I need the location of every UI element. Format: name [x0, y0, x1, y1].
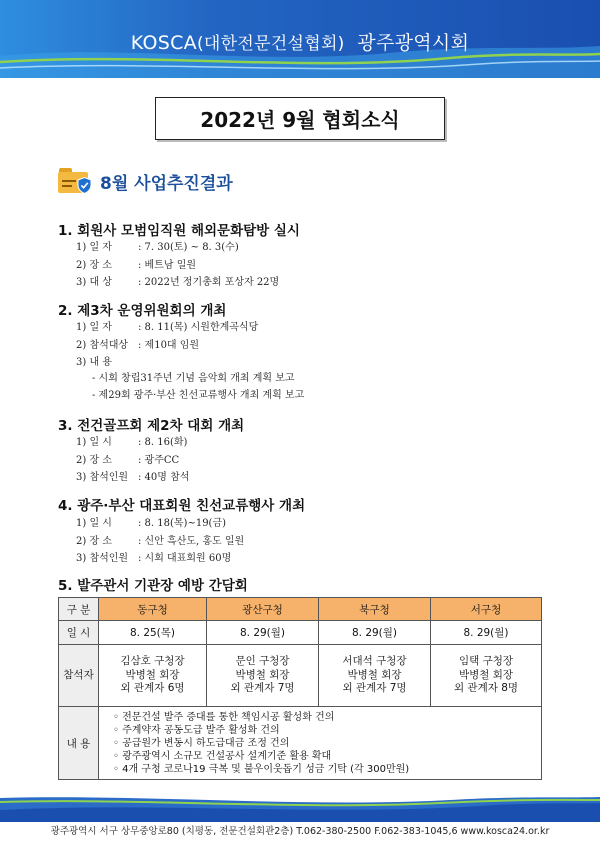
item-3-line-3: 3) 참석인원 : 40명 참석: [76, 472, 190, 483]
item-4-line-2: 2) 장 소 : 신안 흑산도, 홍도 일원: [76, 536, 245, 547]
item-2-line-1: 1) 일 자 : 8. 11(목) 시원한계곡식당: [76, 322, 259, 333]
table-cell-attendees: 문인 구청장 박병철 회장 외 관계자 7명: [207, 645, 319, 707]
item-3-line-1: 1) 일 시 : 8. 16(화): [76, 437, 188, 448]
folder-shield-icon: [58, 168, 94, 194]
table-cell-date: 8. 25(목): [99, 621, 207, 645]
table-col-header: 광산구청: [207, 598, 319, 621]
content-item: ◦ 4개 구청 코로나19 극복 및 불우이웃돕기 성금 기탁 (각 300만원): [113, 763, 410, 775]
table-col-header: 북구청: [319, 598, 431, 621]
content-item: ◦ 공급원가 변동시 하도급대금 조정 건의: [113, 737, 290, 749]
item-1-line-1: 1) 일 자 : 7. 30(토) ~ 8. 3(수): [76, 242, 239, 253]
table-cell-content: [99, 707, 542, 780]
table-cell-date: 8. 29(월): [431, 621, 542, 645]
item-2-bullet-1: - 시회 창립31주년 기념 음악회 개최 계획 보고: [92, 373, 295, 384]
item-4-line-1: 1) 일 시 : 8. 18(목)~19(금): [76, 518, 227, 529]
table-cell-date: 8. 29(월): [207, 621, 319, 645]
footer-address: 광주광역시 서구 상무중앙로80 (치평동, 전문건설회관2층) T.062-380-2500 F.062-383-1045,6 www.kosca24.or.kr: [50, 826, 550, 837]
table-col-header: 서구청: [431, 598, 542, 621]
section-heading: [58, 168, 233, 194]
table-cell-attendees: 서대석 구청장 박병철 회장 외 관계자 7명: [319, 645, 431, 707]
table-cell-date: 8. 29(월): [319, 621, 431, 645]
page-title: 2022년 9월 협회소식: [155, 97, 445, 140]
table-cell-attendees: 임택 구청장 박병철 회장 외 관계자 8명: [431, 645, 542, 707]
visit-table: [58, 597, 542, 780]
item-2-bullet-2: - 제29회 광주·부산 친선교류행사 개최 계획 보고: [92, 390, 305, 401]
header-org-full: (대한전문건설협회): [196, 34, 345, 54]
item-1-line-3: 3) 대 상 : 2022년 정기총회 포상자 22명: [76, 277, 280, 288]
item-2-title: 2. 제3차 운영위원회의 개최: [58, 303, 227, 319]
header-org: KOSCA: [130, 32, 197, 54]
table-row-header-date: 일 시: [59, 621, 99, 645]
item-2-line-3: 3) 내 용: [76, 357, 112, 368]
table-col-header: 동구청: [99, 598, 207, 621]
header-title: [0, 28, 600, 55]
content-item: ◦ 광주광역시 소규모 건설공사 설계기준 활용 확대: [113, 750, 332, 762]
item-1-title: 1. 회원사 모범임직원 해외문화탐방 실시: [58, 223, 300, 239]
table-corner: 구 분: [59, 598, 99, 621]
table-row-header-attendees: 참석자: [59, 645, 99, 707]
footer-banner: [0, 792, 600, 822]
item-4-line-3: 3) 참석인원 : 시회 대표회원 60명: [76, 553, 232, 564]
content-item: ◦ 주계약자 공동도급 발주 활성화 건의: [113, 724, 280, 736]
item-1-line-2: 2) 장 소 : 베트남 일원: [76, 260, 197, 271]
item-2-line-2: 2) 참석대상 : 제10대 임원: [76, 340, 200, 351]
table-cell-attendees: 김삼호 구청장 박병철 회장 외 관계자 6명: [99, 645, 207, 707]
section-title: 8월 사업추진결과: [100, 173, 233, 194]
header-branch: 광주광역시회: [357, 32, 470, 54]
item-3-title: 3. 전건골프회 제2차 대회 개최: [58, 418, 245, 434]
item-4-title: 4. 광주·부산 대표회원 친선교류행사 개최: [58, 498, 306, 514]
table-row-header-content: 내 용: [59, 707, 99, 780]
item-3-line-2: 2) 장 소 : 광주CC: [76, 455, 180, 466]
content-item: ◦ 전문건설 발주 증대를 통한 책임시공 활성화 건의: [113, 711, 335, 723]
item-5-title: 5. 발주관서 기관장 예방 간담회: [58, 578, 248, 594]
